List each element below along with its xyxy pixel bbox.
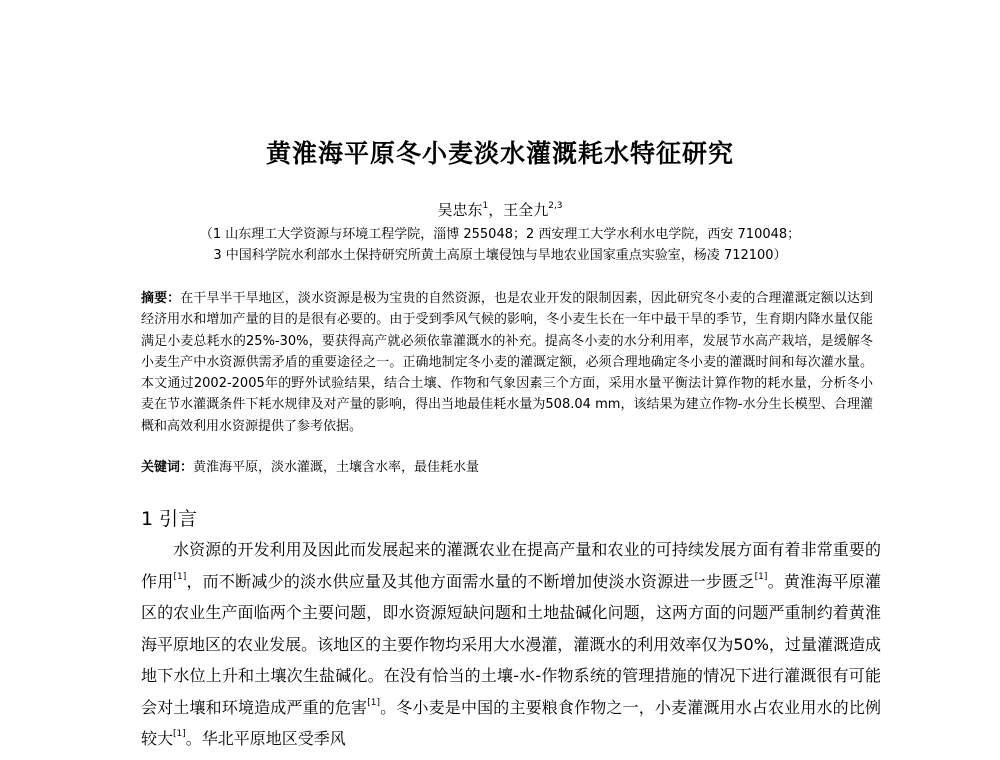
citation-ref: [1] [754,571,768,582]
body-paragraph [141,534,881,755]
paper-title: 黄淮海平原冬小麦淡水灌溉耗水特征研究 [265,139,734,168]
author-name: 吴忠东 [437,201,483,219]
keywords-label: 关键词： [141,460,194,475]
author-name: 王全九 [503,201,549,219]
paragraph-text: 。华北平原地区受季风 [185,729,346,748]
author-line [0,199,1000,220]
section-heading: 1 引言 [141,508,198,530]
abstract-label: 摘要： [141,291,181,306]
paragraph-text: ，而不断减少的淡水供应量及其他方面需水量的不断增加使淡水资源进一步匮乏 [186,571,755,591]
paragraph-text: 。黄淮海平原灌区的农业生产面临两个主要问题，即水资源短缺问题和土地盐碱化问题，这两方面的问题严重制约着黄淮海平原地区的农业发展。该地区的主要作物均采用大水漫灌，灌溉水的利用效率仅为50%，过量灌溉造成地下水位上升和土壤次生盐碱化。在没有恰当的土壤-水-作物系统的管理措施的情况下进行灌溉很有可能会对土壤和环境造成严重的危害 [141,571,881,717]
author-separator: ， [488,201,504,219]
keywords [141,457,873,478]
abstract [141,288,873,437]
keywords-text: 黄淮海平原，淡水灌溉，土壤含水率，最佳耗水量 [193,460,480,475]
paragraph-text: 。冬小麦是中国的主要粮食作物之一，小麦灌溉用水占农业用水的比例较大 [141,697,881,748]
citation-ref: [1] [367,697,380,708]
author-superscript: 2,3 [548,201,563,211]
paragraph-text: 水资源的开发利用及因此而发展起来的灌溉农业在提高产量和农业的可持续发展方面有着非常重要的作用 [141,540,881,591]
affiliation-line: （1 山东理工大学资源与环境工程学院，淄博 255048；2 西安理工大学水利水电学院，西安 710048； [199,227,801,242]
affiliation-line: 3 中国科学院水利部水土保持研究所黄土高原土壤侵蚀与旱地农业国家重点实验室，杨凌 712100） [213,248,787,263]
citation-ref: [1] [173,729,186,739]
author-superscript: 1 [482,201,489,211]
citation-ref: [1] [173,571,187,582]
abstract-text: 在干旱半干旱地区，淡水资源是极为宝贵的自然资源，也是农业开发的限制因素，因此研究冬小麦的合理灌溉定额以达到经济用水和增加产量的目的是很有必要的。由于受到季风气候的影响，冬小麦生长在一年中最干旱的季节，生育期内降水量仅能满足小麦总耗水的25%-30%，要获得高产就必须依靠灌溉水的补充。提高冬小麦的水分利用率，发展节水高产栽培，是缓解冬小麦生产中水资源供需矛盾的重要途径之一。正确地制定冬小麦的灌溉定额，必须合理地确定冬小麦的灌溉时间和每次灌水量。本文通过2002-2005年的野外试验结果，结合土壤、作物和气象因素三个方面，采用水量平衡法计算作物的耗水量，分析冬小麦在节水灌溉条件下耗水规律及对产量的影响，得出当地最佳耗水量为508.04 mm，该结果为建立作物-水分生长模型、合理灌概和高效利用水资源提供了参考依据。 [141,291,873,434]
